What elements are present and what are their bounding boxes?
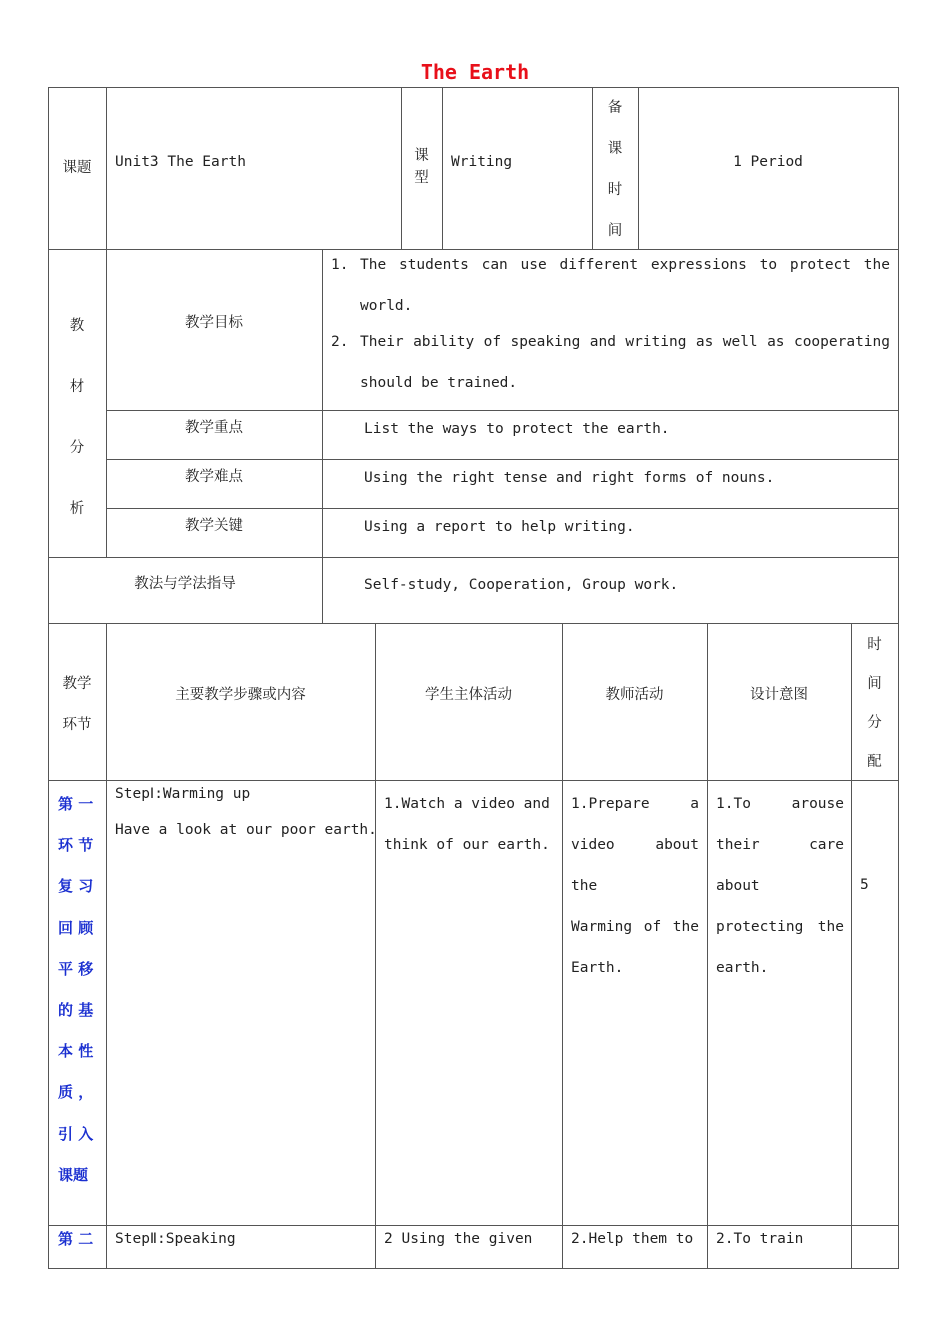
difficult-points-value: Using the right tense and right forms of nouns. bbox=[364, 470, 775, 486]
goals-label: 教学目标 bbox=[185, 315, 243, 331]
goal1-number: 1. bbox=[331, 257, 349, 273]
goal2-number: 2. bbox=[331, 334, 349, 350]
header-student: 学生主体活动 bbox=[425, 687, 512, 703]
methods-label: 教法与学法指导 bbox=[134, 576, 236, 592]
header-design: 设计意图 bbox=[750, 687, 808, 703]
step1-teacher: 1.Prepare a video about the Warming of the Earth. bbox=[571, 796, 699, 976]
prep-time-label: 备 课 时 间 bbox=[607, 100, 623, 239]
type-value: Writing bbox=[451, 154, 513, 170]
page-title: The Earth bbox=[420, 60, 530, 84]
step1-title: StepⅠ:Warming up bbox=[115, 786, 251, 802]
topic-value: Unit3 The Earth bbox=[115, 154, 246, 170]
step1-text: Have a look at our poor earth. bbox=[115, 822, 377, 838]
step1-design: 1.To arouse their care about protecting the earth. bbox=[716, 796, 844, 976]
difficult-points-label: 教学难点 bbox=[185, 469, 243, 485]
key-points-label: 教学重点 bbox=[185, 420, 243, 436]
type-label: 课 型 bbox=[414, 148, 429, 186]
header-teacher: 教师活动 bbox=[605, 687, 664, 703]
step1-student: 1.Watch a video and think of our earth. bbox=[384, 796, 550, 853]
header-stage: 教学 环节 bbox=[62, 676, 92, 733]
step2-design: 2.To train bbox=[716, 1231, 804, 1247]
methods-value: Self-study, Cooperation, Group work. bbox=[364, 577, 679, 593]
step1-time: 5 bbox=[860, 877, 869, 893]
step2-stage: 第 二 bbox=[58, 1230, 94, 1248]
crux-value: Using a report to help writing. bbox=[364, 519, 635, 535]
analysis-section-label: 教 材 分 析 bbox=[69, 318, 85, 517]
prep-time-value: 1 Period bbox=[733, 154, 803, 170]
goal2-line2: should be trained. bbox=[360, 375, 518, 391]
step2-student: 2 Using the given bbox=[384, 1231, 533, 1247]
header-content: 主要教学步骤或内容 bbox=[175, 687, 306, 703]
step2-teacher: 2.Help them to bbox=[571, 1231, 694, 1247]
goal1-line2: world. bbox=[360, 298, 413, 314]
header-time: 时 间 分 配 bbox=[867, 637, 882, 770]
crux-label: 教学关键 bbox=[185, 518, 243, 534]
step2-title: StepⅡ:Speaking bbox=[115, 1231, 236, 1247]
step1-stage: 第 一 环 节 复 习 回 顾 平 移 的 基 本 性 质 ， 引 入 课题 bbox=[58, 795, 94, 1184]
key-points-value: List the ways to protect the earth. bbox=[364, 421, 670, 437]
topic-label: 课题 bbox=[62, 160, 92, 176]
goal1-line1: The students can use different expressions to protect the bbox=[360, 257, 890, 273]
goal2-line1: Their ability of speaking and writing as well as cooperating bbox=[360, 334, 890, 350]
